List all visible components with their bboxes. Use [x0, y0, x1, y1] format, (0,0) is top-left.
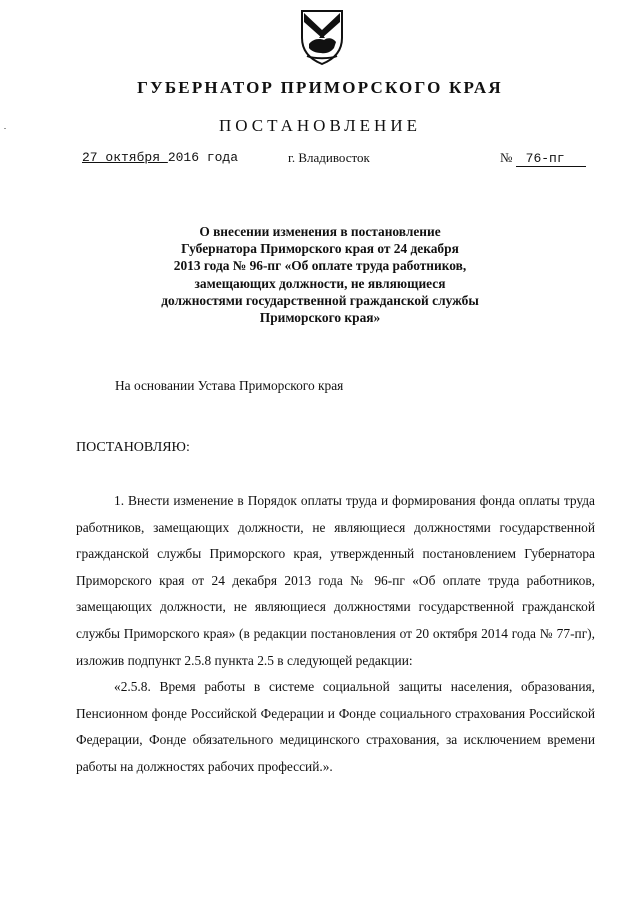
document-date	[82, 150, 238, 165]
document-city: г. Владивосток	[288, 150, 370, 165]
title-line: Приморского края»	[259, 310, 381, 326]
primorsky-krai-coat-of-arms-icon	[299, 8, 345, 66]
document-number	[500, 150, 586, 167]
coat-of-arms-emblem	[299, 8, 345, 66]
title-line: Губернатора Приморского края от 24 декабря	[181, 241, 459, 257]
number-sign: №	[500, 150, 513, 165]
document-type: ПОСТАНОВЛЕНИЕ	[218, 116, 421, 135]
issuing-authority: ГУБЕРНАТОР ПРИМОРСКОГО КРАЯ	[137, 78, 503, 97]
decree-heading: ПОСТАНОВЛЯЮ:	[76, 440, 190, 455]
body-paragraph: 1. Внести изменение в Порядок оплаты труда и формирования фонда оплаты труда работников, замещающих должности, не являющиеся должностями государственной гражданской службы Приморского края, утвержденный постановлением Губернатора Приморского края от 24 декабря 2013 года № 96-пг «Об оплате труда работников, замещающих должности, не являющиеся должностями государственной гражданской службы Приморского края» (в редакции постановления от 20 октября 2014 года № 77-пг), изложив подпункт 2.5.8 пункта 2.5 в следующей редакции:	[76, 493, 595, 668]
title-line: должностями государственной гражданской службы	[161, 292, 479, 308]
date-day-month: 27 октября	[82, 150, 168, 165]
document-title	[150, 223, 490, 326]
number-value: 76-пг	[516, 151, 586, 167]
body-paragraph: «2.5.8. Время работы в системе социальной защиты населения, образования, Пенсионном фонде Российской Федерации и Фонде социального страхования Российской Федерации, Фонде обязательного медицинского страхования, за исключением времени работы на должностях рабочих профессий.».	[76, 679, 595, 774]
date-year: 2016 года	[167, 150, 239, 165]
legal-basis: На основании Устава Приморского края	[115, 378, 344, 393]
title-line: замещающих должности, не являющиеся	[194, 275, 446, 291]
title-line: О внесении изменения в постановление	[199, 224, 441, 239]
scan-margin-mark	[4, 128, 6, 129]
title-line: 2013 года № 96-пг «Об оплате труда работников,	[173, 258, 467, 274]
document-body	[76, 488, 595, 781]
